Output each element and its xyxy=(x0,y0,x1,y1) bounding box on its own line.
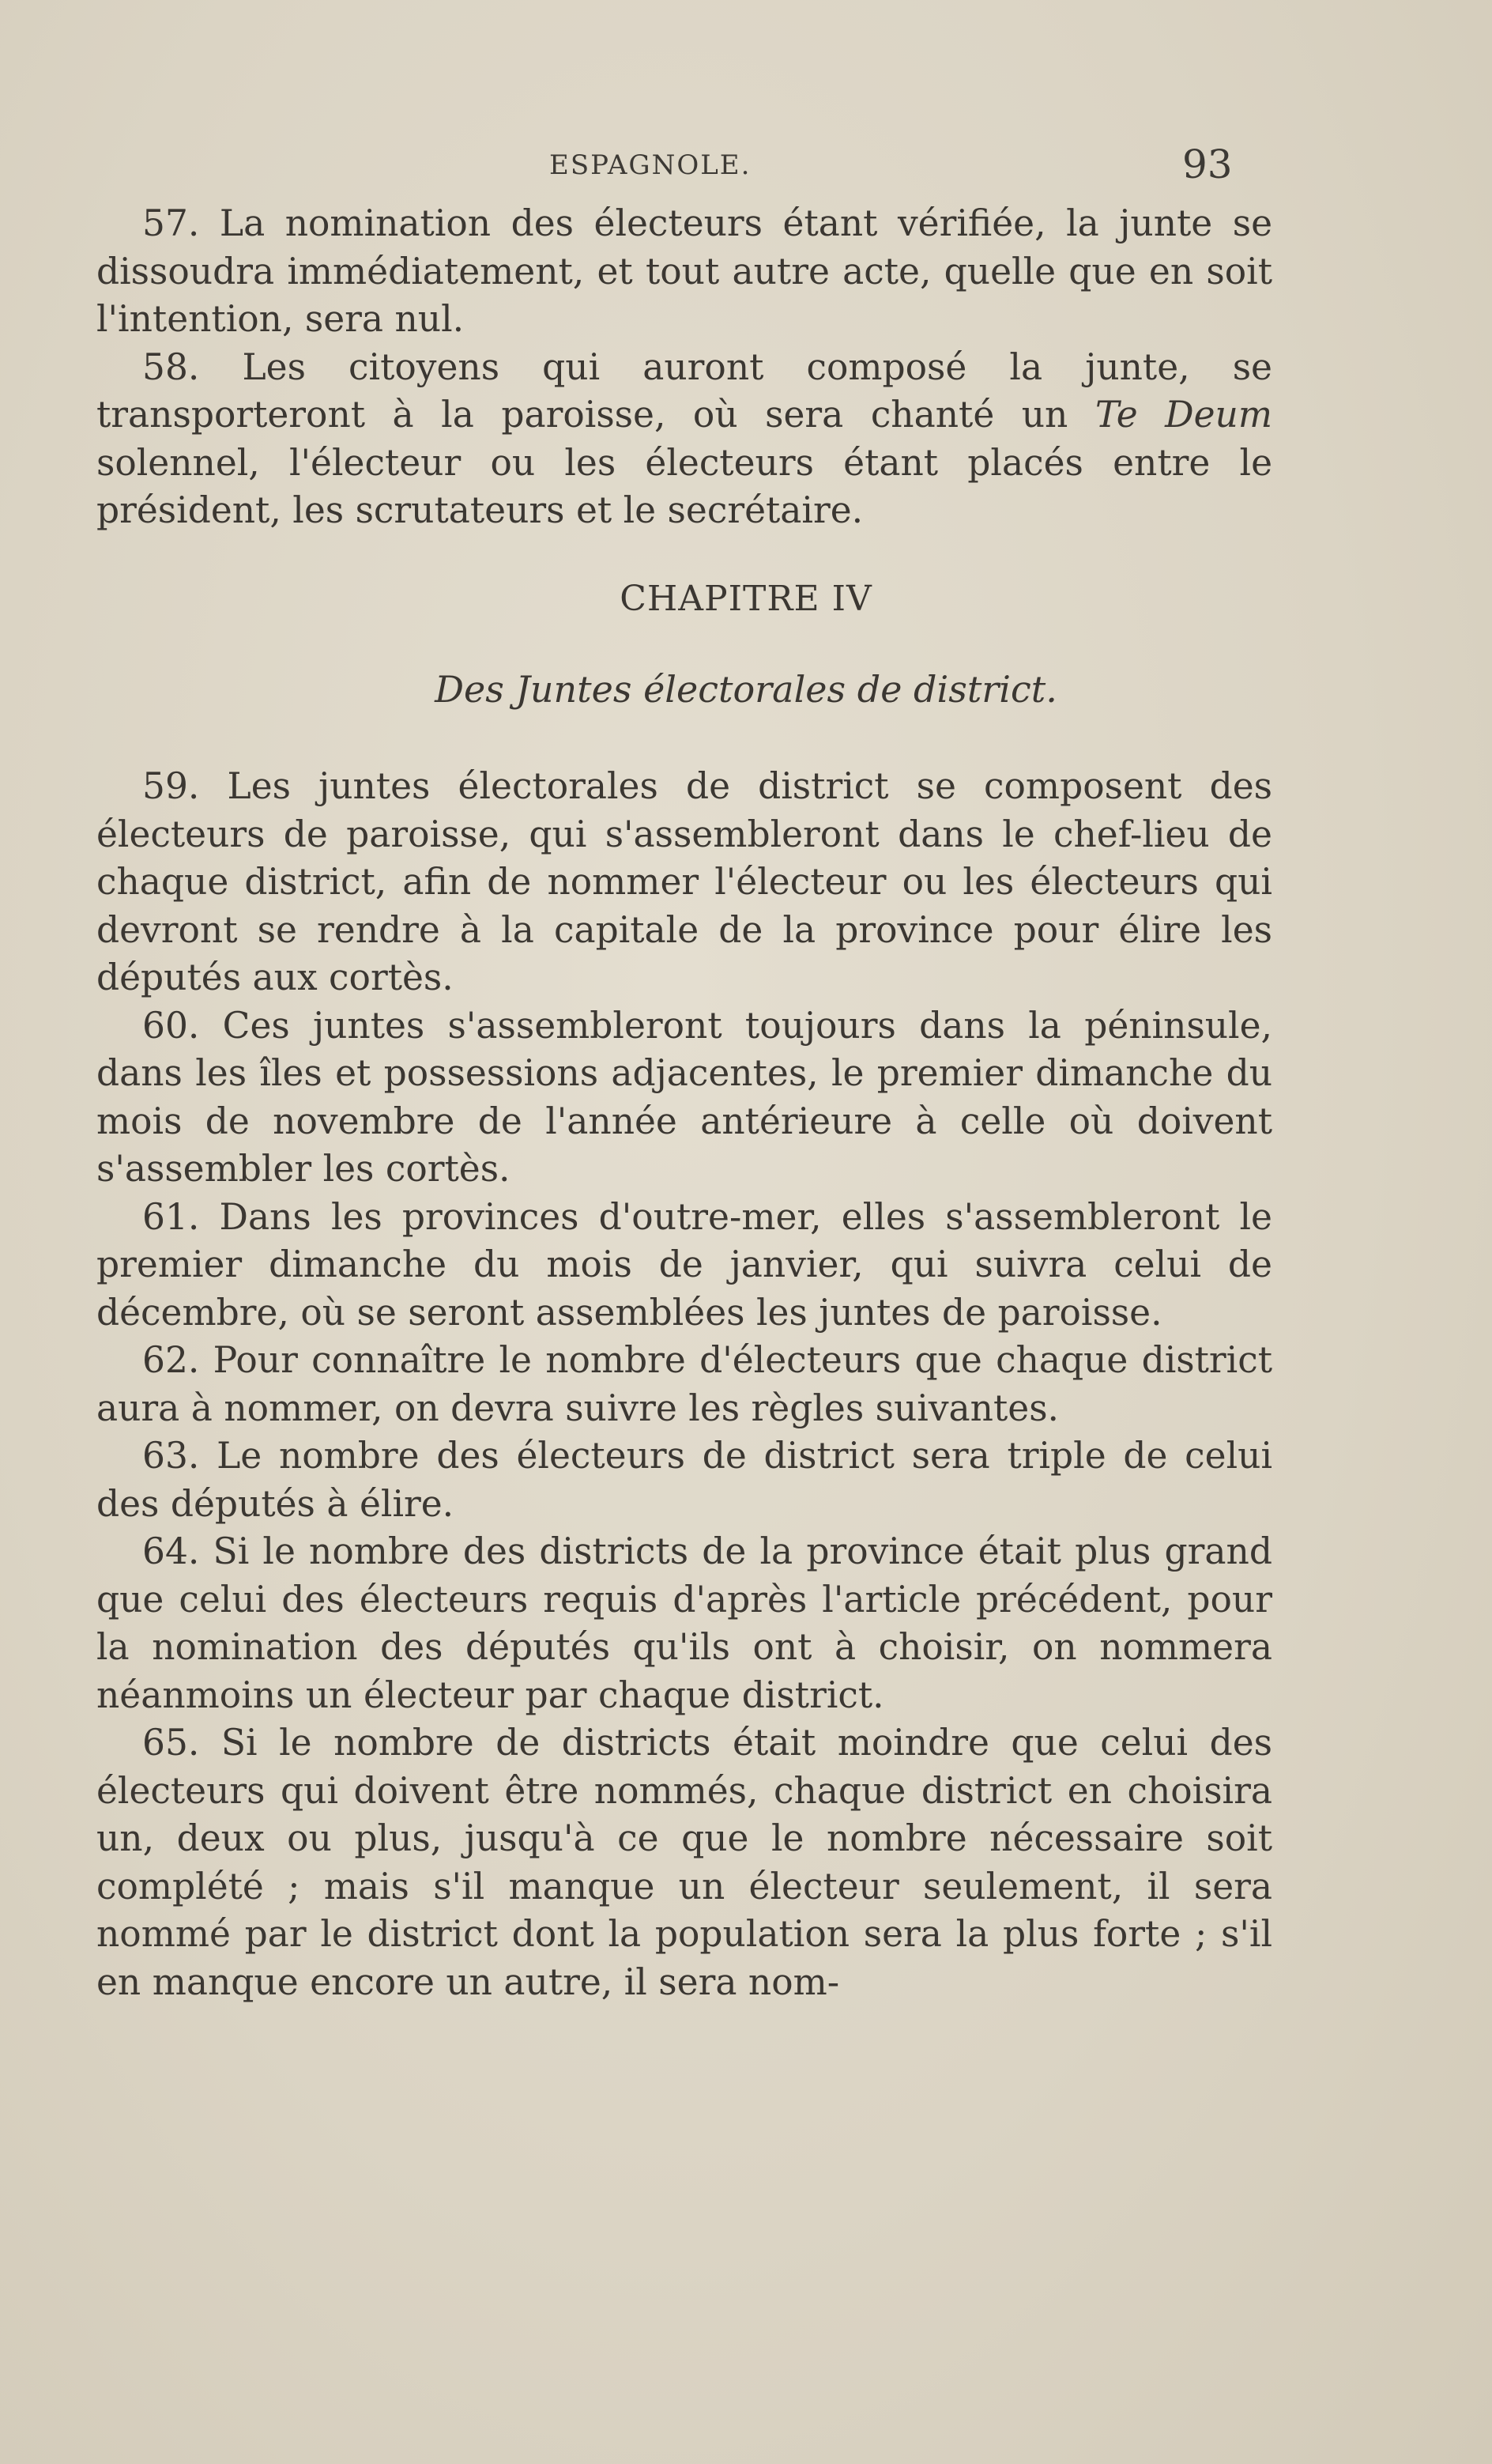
chapter-subtitle: Des Juntes électorales de district. xyxy=(435,668,1057,711)
article-61: 61. Dans les provinces d'outre-mer, elles s'assembleront le premier dimanche du mois de janvier, qui suivra celui de décembre, où se seront assemblées les juntes de paroisse. xyxy=(96,1195,1272,1334)
article-58-before: 58. Les citoyens qui auront composé la junte, se transporteront à la paroisse, où sera chanté un xyxy=(96,345,1272,436)
article-64: 64. Si le nombre des districts de la province était plus grand que celui des électeurs requis d'après l'article précédent, pour la nomination des députés qu'ils ont à choisir, on nommera néanmoins un électeur par chaque district. xyxy=(96,1530,1272,1716)
te-deum-italic: Te Deum xyxy=(1095,394,1273,436)
article-60: 60. Ces juntes s'assembleront toujours dans la péninsule, dans les îles et possessions adjacentes, le premier dimanche du mois de novembre de l'année antérieure à celle où doivent s'assembler les cortès. xyxy=(96,1004,1272,1190)
article-59: 59. Les juntes électorales de district se composent des électeurs de paroisse, qui s'assembleront dans le chef-lieu de chaque district, afin de nommer l'électeur ou les électeurs qui devront se rendre à la capitale de la province pour élire les députés aux cortès. xyxy=(96,765,1272,998)
articles-top xyxy=(96,200,1272,535)
articles-main xyxy=(96,763,1272,2006)
article-62: 62. Pour connaître le nombre d'électeurs que chaque district aura à nommer, on devra suivre les règles suivantes. xyxy=(96,1339,1272,1429)
article-57: 57. La nomination des électeurs étant vérifiée, la junte se dissoudra immédiatement, et tout autre acte, quelle que en soit l'intention, sera nul. xyxy=(96,202,1272,340)
page-number: 93 xyxy=(1182,142,1233,187)
article-58-after: solennel, l'électeur ou les électeurs étant placés entre le président, les scrutateurs et le secrétaire. xyxy=(96,441,1272,531)
article-63: 63. Le nombre des électeurs de district sera triple de celui des députés à élire. xyxy=(96,1435,1272,1525)
running-head xyxy=(0,142,1492,194)
chapter-title: CHAPITRE IV xyxy=(620,579,872,619)
article-65: 65. Si le nombre de districts était moindre que celui des électeurs qui doivent être nommés, chaque district en choisira un, deux ou plus, jusqu'à ce que le nombre nécessaire soit complété ; mais s'il manque un électeur seulement, il sera nommé par le district dont la population sera la plus forte ; s'il en manque encore un autre, il sera nom- xyxy=(96,1722,1272,2003)
article-58 xyxy=(96,344,1272,535)
running-title: ESPAGNOLE. xyxy=(549,149,752,181)
